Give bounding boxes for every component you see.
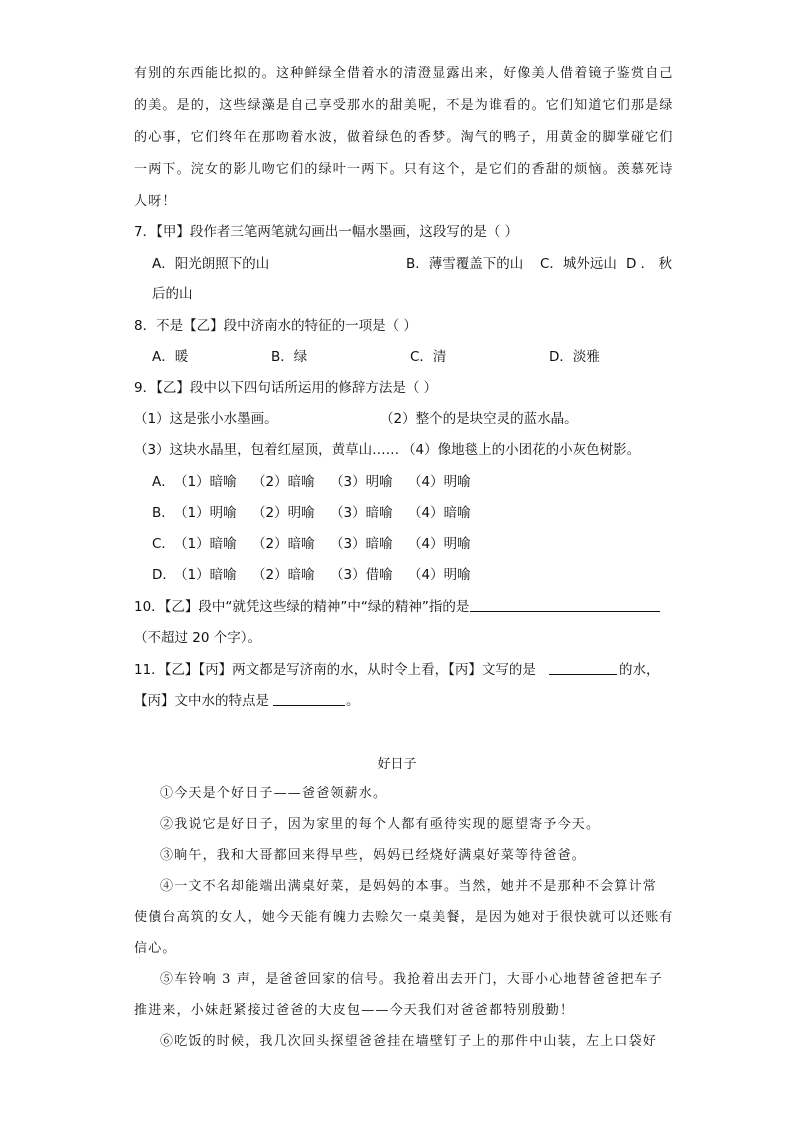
q10-stem: 10．【乙】段中“就凭这些绿的精神”中“绿的精神”指的是: [134, 599, 470, 615]
passage-line-4: 一两下。浣女的影儿吻它们的绿叶一两下。只有这个，是它们的香甜的烦恼。羡慕死诗: [134, 162, 674, 177]
q9-option-part: （2）明喻: [252, 505, 315, 521]
q9-option-part: （3）借喻: [330, 567, 393, 583]
story-paragraph-4-line-2: 使債台高筑的女人，她今天能有魄力去赊欠一桌美餐，是因为她对于很快就可以还账有: [134, 910, 674, 925]
q9-option-label: A．: [152, 474, 175, 490]
q8-stem: 8．不是【乙】段中济南水的特征的一项是（ ）: [134, 318, 417, 334]
passage-line-2: 的美。是的，这些绿藻是自己享受那水的甜美呢，不是为谁看的。它们知道它们那是绿: [134, 98, 674, 113]
q9-sentence-4: （4）像地毯上的小团花的小灰色树影。: [402, 442, 641, 458]
q9-option-label: C．: [152, 536, 175, 552]
story-paragraph-1: ①今天是个好日子——爸爸领薪水。: [160, 786, 388, 801]
q9-option-part: （3）暗喻: [330, 536, 393, 552]
q9-option-part: （4）暗喻: [408, 505, 471, 521]
story-paragraph-4-line-1: ④一文不名却能端出满桌好菜，是妈妈的本事。当然，她并不是那种不会算计常: [160, 879, 658, 894]
q8-option-a[interactable]: A．暖: [152, 349, 189, 365]
passage-line-3: 的心事，它们终年在那吻着水波，做着绿色的香梦。淘气的鸭子，用黄金的脚掌碰它们: [134, 130, 674, 145]
q9-option-part: （4）明喻: [408, 474, 471, 490]
story-paragraph-5-line-2: 推进来，小妹赶紧接过爸爸的大皮包——今天我们对爸爸都特别殷勤！: [134, 1003, 575, 1018]
story-paragraph-6-line-1: ⑥吃饭的时候，我几次回头探望爸爸挂在墙壁钉子上的那件中山装，左上口袋好: [160, 1034, 658, 1049]
q7-option-b[interactable]: B．薄雪覆盖下的山: [406, 256, 524, 272]
q7-option-d-cont: 后的山: [152, 286, 193, 302]
q9-option-part: （4）明喻: [408, 567, 471, 583]
q8-option-b[interactable]: B．绿: [271, 349, 308, 365]
passage-line-1: 有别的东西能比拟的。这种鲜绿全借着水的清澄显露出来，好像美人借着镜子鉴赏自己: [134, 66, 674, 81]
q7-option-c[interactable]: C．城外远山: [540, 256, 617, 272]
q9-option-part: （1）暗喻: [174, 474, 237, 490]
q9-option-part: （3）暗喻: [330, 505, 393, 521]
q11-feature-blank[interactable]: [273, 691, 345, 706]
q9-option-part: （2）暗喻: [252, 567, 315, 583]
story-paragraph-4-line-3: 信心。: [134, 941, 177, 956]
q9-option-part: （2）暗喻: [252, 536, 315, 552]
q9-option-part: （1）暗喻: [174, 567, 237, 583]
q9-option-part: （4）明喻: [408, 536, 471, 552]
q9-option-part: （1）暗喻: [174, 536, 237, 552]
story-title: 好日子: [377, 757, 417, 772]
q7-option-d[interactable]: D ． 秋: [626, 256, 672, 272]
q11-season-blank[interactable]: [549, 660, 617, 675]
q8-option-d[interactable]: D．淡雅: [549, 349, 600, 365]
passage-line-5: 人呀！: [134, 194, 177, 209]
q8-option-c[interactable]: C．清: [410, 349, 447, 365]
q11-stem-d: 。: [346, 693, 360, 709]
q9-option-part: （3）明喻: [330, 474, 393, 490]
q11-stem-b: 的水，: [619, 662, 660, 678]
q9-option-label: D．: [152, 567, 176, 583]
q9-sentence-3: （3）这块水晶里，包着红屋顶，黄草山……: [134, 442, 400, 458]
q7-option-a[interactable]: A．阳光朗照下的山: [152, 256, 270, 272]
q11-stem-c: 【丙】文中水的特点是: [134, 693, 269, 709]
q9-sentence-1: （1）这是张小水墨画。: [134, 411, 278, 427]
story-paragraph-2: ②我说它是好日子，因为家里的每个人都有亟待实现的愿望寄予今天。: [160, 817, 601, 832]
q11-stem-a: 11．【乙】【丙】两文都是写济南的水，从时令上看，【丙】文写的是: [134, 662, 536, 678]
q9-option-part: （1）明喻: [174, 505, 237, 521]
q9-sentence-2: （2）整个的是块空灵的蓝水晶。: [380, 411, 578, 427]
q7-stem: 7．【甲】段作者三笔两笔就勾画出一幅水墨画，这段写的是（ ）: [134, 224, 519, 240]
story-paragraph-3: ③晌午，我和大哥都回来得早些，妈妈已经烧好满桌好菜等待爸爸。: [160, 848, 587, 863]
q10-note: （不超过 20 个字）。: [134, 630, 262, 646]
q9-option-part: （2）暗喻: [252, 474, 315, 490]
story-paragraph-5-line-1: ⑤车铃响 3 声，是爸爸回家的信号。我抢着出去开门，大哥小心地替爸爸把车子: [160, 972, 663, 987]
q9-stem: 9．【乙】段中以下四句话所运用的修辞方法是（ ）: [134, 380, 438, 396]
q9-option-label: B．: [152, 505, 175, 521]
q10-answer-blank[interactable]: [470, 597, 660, 612]
